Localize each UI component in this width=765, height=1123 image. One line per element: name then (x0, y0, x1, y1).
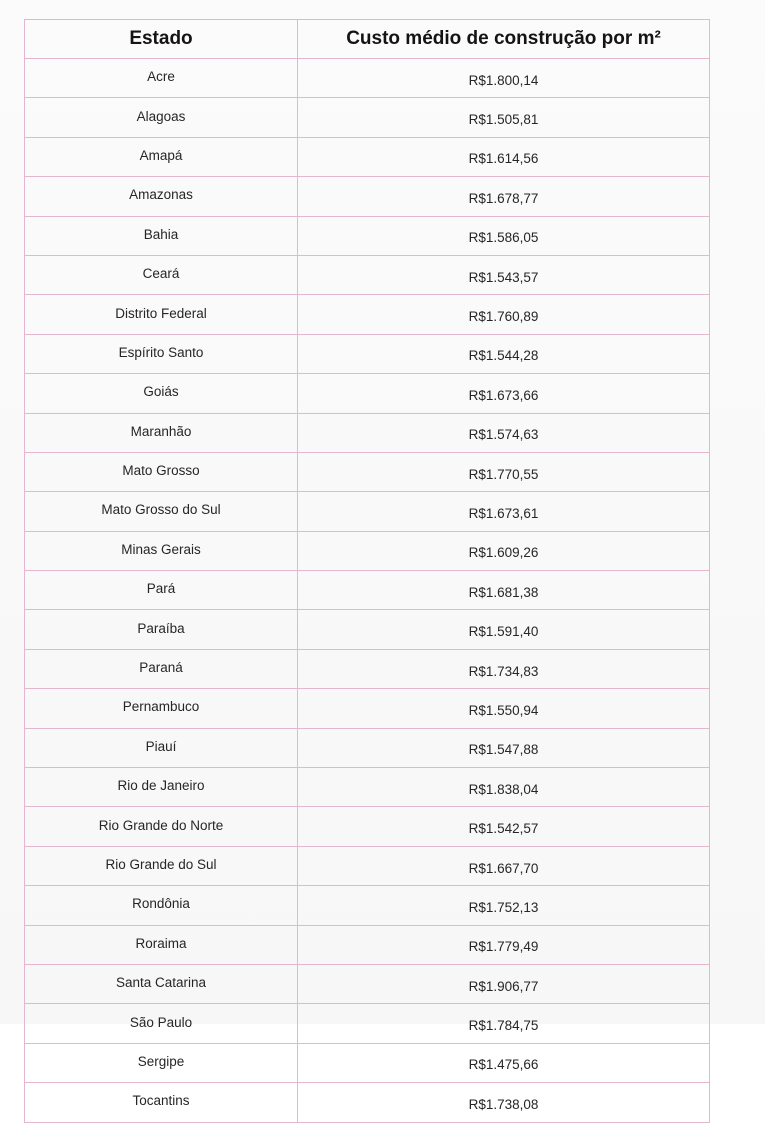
state-cell: São Paulo (25, 1004, 298, 1043)
state-cell: Goiás (25, 374, 298, 413)
cost-cell: R$1.609,26 (298, 531, 710, 570)
table-row (25, 295, 710, 334)
state-cell: Pará (25, 571, 298, 610)
state-cell: Mato Grosso do Sul (25, 492, 298, 531)
table-row (25, 728, 710, 767)
state-cell: Amazonas (25, 177, 298, 216)
cost-cell: R$1.505,81 (298, 98, 710, 137)
table-row (25, 768, 710, 807)
cost-cell: R$1.543,57 (298, 255, 710, 294)
state-cell: Mato Grosso (25, 452, 298, 491)
table-row (25, 413, 710, 452)
cost-cell: R$1.614,56 (298, 137, 710, 176)
header-state: Estado (25, 20, 298, 59)
cost-cell: R$1.547,88 (298, 728, 710, 767)
table-body (25, 59, 710, 1123)
cost-cell: R$1.800,14 (298, 59, 710, 98)
state-cell: Roraima (25, 925, 298, 964)
table-row (25, 886, 710, 925)
table-row (25, 137, 710, 176)
state-cell: Amapá (25, 137, 298, 176)
table-row (25, 925, 710, 964)
state-cell: Paraíba (25, 610, 298, 649)
cost-cell: R$1.734,83 (298, 649, 710, 688)
state-cell: Ceará (25, 255, 298, 294)
cost-cell: R$1.591,40 (298, 610, 710, 649)
cost-cell: R$1.681,38 (298, 571, 710, 610)
cost-cell: R$1.475,66 (298, 1043, 710, 1082)
cost-table (24, 19, 710, 1123)
state-cell: Rio Grande do Sul (25, 846, 298, 885)
state-cell: Bahia (25, 216, 298, 255)
header-row (25, 20, 710, 59)
table-header (25, 20, 710, 59)
state-cell: Maranhão (25, 413, 298, 452)
table-row (25, 177, 710, 216)
cost-cell: R$1.784,75 (298, 1004, 710, 1043)
state-cell: Santa Catarina (25, 964, 298, 1003)
state-cell: Rio Grande do Norte (25, 807, 298, 846)
table-row (25, 216, 710, 255)
header-cost: Custo médio de construção por m² (298, 20, 710, 59)
state-cell: Paraná (25, 649, 298, 688)
table-row (25, 807, 710, 846)
cost-cell: R$1.770,55 (298, 452, 710, 491)
cost-cell: R$1.760,89 (298, 295, 710, 334)
state-cell: Distrito Federal (25, 295, 298, 334)
cost-cell: R$1.542,57 (298, 807, 710, 846)
table-row (25, 571, 710, 610)
state-cell: Sergipe (25, 1043, 298, 1082)
cost-cell: R$1.673,61 (298, 492, 710, 531)
table-row (25, 59, 710, 98)
state-cell: Piauí (25, 728, 298, 767)
table-row (25, 610, 710, 649)
cost-cell: R$1.838,04 (298, 768, 710, 807)
cost-cell: R$1.779,49 (298, 925, 710, 964)
cost-cell: R$1.544,28 (298, 334, 710, 373)
cost-cell: R$1.586,05 (298, 216, 710, 255)
state-cell: Alagoas (25, 98, 298, 137)
table-row (25, 452, 710, 491)
state-cell: Acre (25, 59, 298, 98)
state-cell: Rio de Janeiro (25, 768, 298, 807)
table-row (25, 1043, 710, 1082)
cost-cell: R$1.906,77 (298, 964, 710, 1003)
cost-cell: R$1.574,63 (298, 413, 710, 452)
cost-cell: R$1.678,77 (298, 177, 710, 216)
table-row (25, 492, 710, 531)
state-cell: Espírito Santo (25, 334, 298, 373)
table-row (25, 255, 710, 294)
table-row (25, 374, 710, 413)
state-cell: Minas Gerais (25, 531, 298, 570)
table-row (25, 98, 710, 137)
cost-cell: R$1.673,66 (298, 374, 710, 413)
table-row (25, 334, 710, 373)
table-row (25, 531, 710, 570)
table-row (25, 846, 710, 885)
table-row (25, 689, 710, 728)
cost-cell: R$1.667,70 (298, 846, 710, 885)
state-cell: Tocantins (25, 1083, 298, 1122)
cost-cell: R$1.550,94 (298, 689, 710, 728)
cost-cell: R$1.738,08 (298, 1083, 710, 1122)
table-row (25, 964, 710, 1003)
state-cell: Pernambuco (25, 689, 298, 728)
table-row (25, 1083, 710, 1122)
state-cell: Rondônia (25, 886, 298, 925)
cost-cell: R$1.752,13 (298, 886, 710, 925)
table-row (25, 649, 710, 688)
